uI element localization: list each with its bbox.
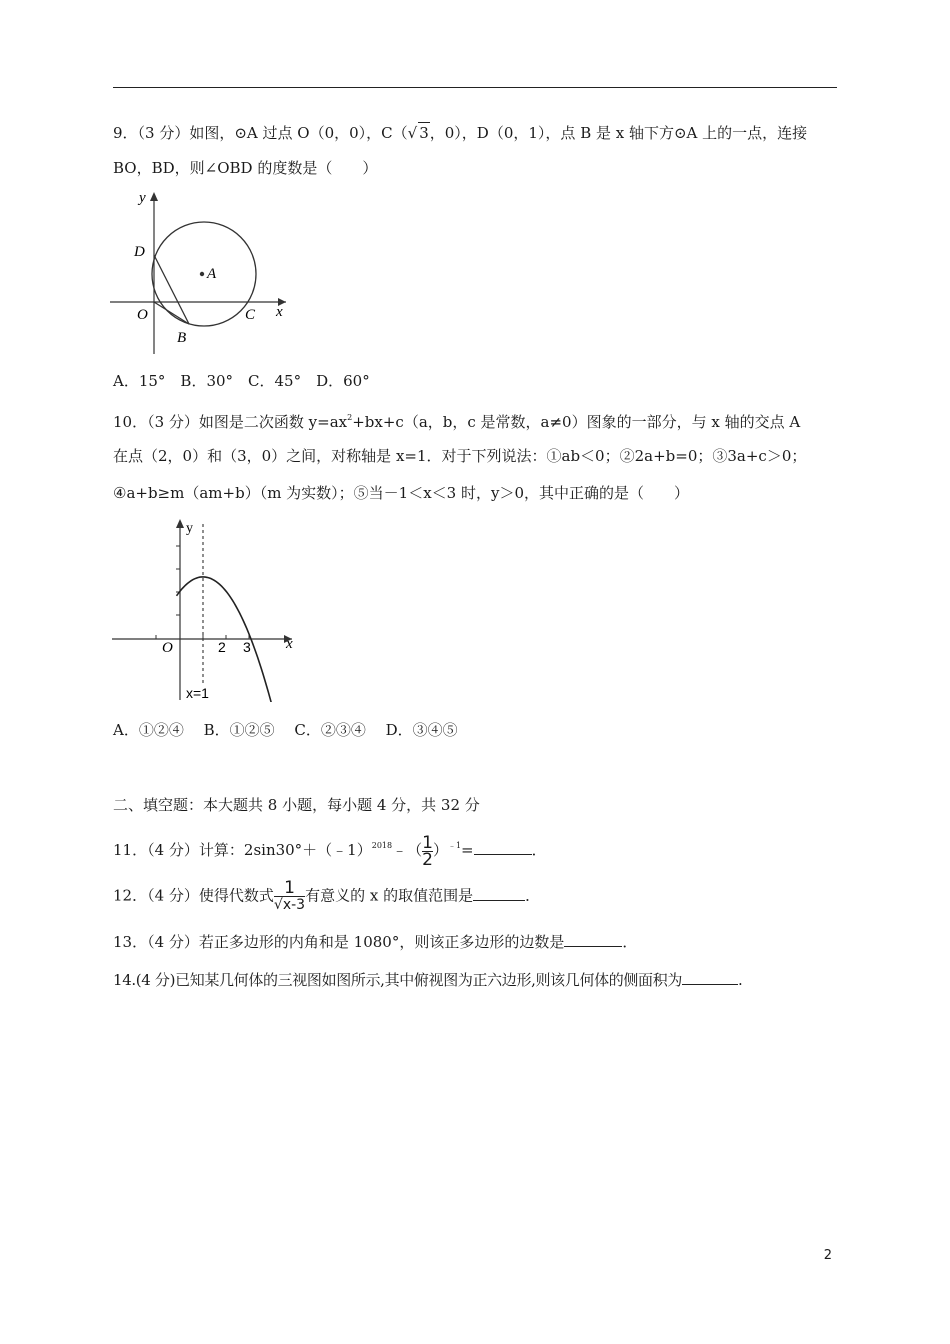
label-x: x	[286, 636, 293, 652]
label-a: A	[207, 266, 217, 282]
label-y: y	[139, 190, 146, 206]
q9-options: A．15° B．30° C．45° D．60°	[113, 372, 370, 390]
y-axis-arrow	[150, 192, 158, 201]
answer-blank[interactable]	[564, 932, 622, 947]
label-c: C	[245, 307, 256, 323]
q12: 12．（4 分）使得代数式 $\frac{1}{√x-3}$ 有意义的 x 的取值范围是 ．	[113, 878, 541, 913]
symmetry-label: x=1	[186, 685, 209, 701]
tick-label-3: 3	[243, 639, 251, 655]
q9-figure	[110, 188, 290, 356]
answer-blank[interactable]	[473, 886, 525, 901]
q10-figure	[110, 514, 300, 702]
q9-line1: 9．（3 分）如图，⊙A 过点 O（0，0），C（√ 3，0），D（0，1），点 B 是 x 轴下方⊙A 上的一点，连接	[113, 124, 808, 142]
answer-blank[interactable]	[682, 970, 738, 985]
label-d: D	[134, 244, 145, 260]
q9-line2: BO，BD，则∠OBD 的度数是（ ）	[113, 159, 378, 177]
y-axis-arrow	[176, 519, 184, 528]
page-number: 2	[823, 1248, 832, 1263]
center-dot	[200, 272, 204, 276]
q10-options: A．①②④ B．①②⑤ C．②③④ D．③④⑤	[113, 721, 458, 739]
fraction-half: $\frac{1}{2}$	[422, 832, 433, 870]
q10-line1: 10．（3 分）如图是二次函数 $y=ax^2+bx+c(a$，b，c 是常数，a≠0）图象的一部分，与 x 轴的交点 A	[113, 413, 801, 431]
label-x: x	[276, 304, 283, 320]
label-b: B	[177, 330, 187, 346]
label-y: y	[186, 521, 193, 536]
fraction-sqrt: $\frac{1}{√x-3}$	[273, 878, 306, 913]
q14: 14.(4 分)已知某几何体的三视图如图所示,其中俯视图为正六边形,则该几何体的侧面积为 .	[113, 971, 743, 989]
sqrt-sign: √ 3	[407, 124, 429, 142]
q10-line3: ④a+b≥m（am+b）（m 为实数）；⑤当－1＜x＜3 时，y＞0，其中正确的是（ ）	[113, 484, 690, 502]
section2-heading: 二、填空题：本大题共 8 小题，每小题 4 分，共 32 分	[113, 796, 480, 814]
label-o: O	[162, 640, 173, 656]
tick-label-2: 2	[218, 639, 226, 655]
header-rule	[113, 87, 837, 88]
q11: 11．（4 分）计算：2sin30°＋（﹣1）$^{2018}$﹣（ $\frac{1}{2}$ ）$^{﹣1}$= ．	[113, 832, 547, 870]
q10-line2: 在点（2，0）和（3，0）之间，对称轴是 x=1．对于下列说法：①ab＜0；②2a+b=0；③3a+c＞0；	[113, 447, 807, 465]
q13: 13．（4 分）若正多边形的内角和是 1080°，则该正多边形的边数是 ．	[113, 933, 638, 951]
label-o: O	[137, 307, 148, 323]
answer-blank[interactable]	[474, 840, 532, 855]
sqrt-sign: √	[273, 897, 283, 913]
